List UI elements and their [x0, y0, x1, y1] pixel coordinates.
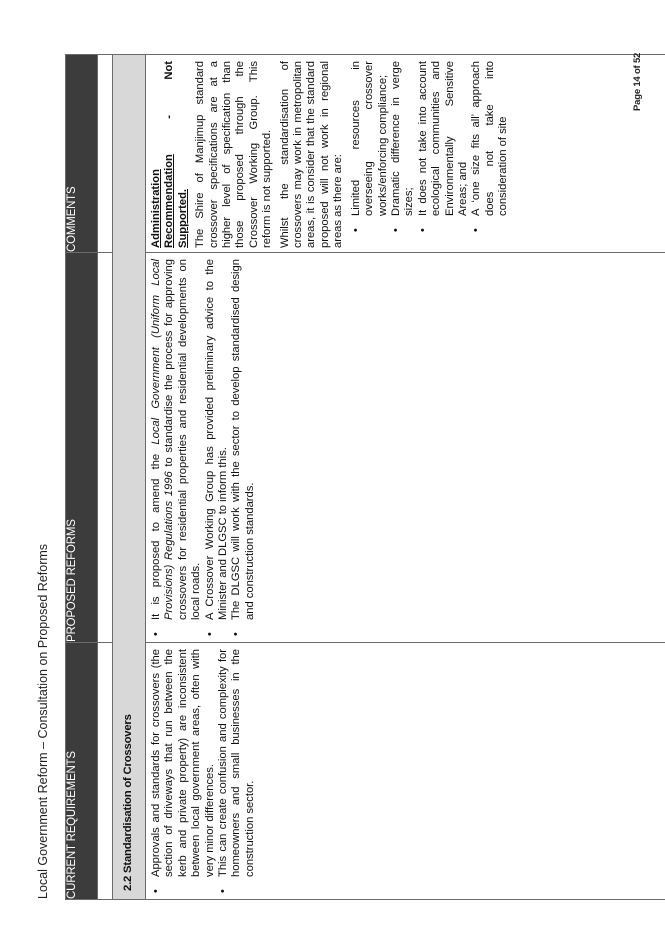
current-requirements-list: [150, 649, 257, 895]
comments-cell: [146, 52, 665, 253]
admin-recommendation-label-2: Recommendation: [163, 154, 176, 248]
table-row: [146, 55, 665, 900]
comment-paragraph: Whilst the standardisation of crossovers may work in metropolitan areas, it is consider that the standard proposed will not work in regional areas as there are:: [278, 61, 345, 248]
page-number: Page 14 of 52: [632, 52, 643, 111]
column-header-comments: COMMENTS: [66, 55, 98, 253]
reform-text: It is proposed to amend the: [150, 444, 162, 620]
list-item: • A ‘one size fits all’ approach does not take into consideration of site: [470, 61, 510, 216]
column-header-current-requirements: CURRENT REQUIREMENTS: [66, 643, 98, 900]
list-item: • Limited resources in overseeing crossover works/enforcing compliance;: [350, 61, 390, 216]
current-requirements-cell: [146, 643, 665, 900]
list-item: • This can create confusion and complexity for homeowners and small businesses in the construction sector.: [217, 649, 257, 877]
document-header-title: Local Government Reform – Consultation on Proposed Reforms: [36, 543, 50, 899]
section-row: [113, 55, 146, 900]
admin-recommendation-line: [163, 61, 176, 248]
admin-recommendation-dash: -: [163, 115, 176, 119]
admin-recommendation-status-2: Supported.: [176, 188, 189, 248]
admin-recommendation-label-1: Administration: [150, 169, 162, 248]
section-title: 2.2 Standardisation of Crossovers: [113, 55, 146, 900]
list-item: [150, 259, 204, 620]
list-item: • Dramatic difference in verge sizes;: [390, 61, 417, 216]
reform-text: to standardise the process for approving crossovers for residential properties and residential developments on local roads.: [163, 259, 203, 620]
comment-paragraph: The Shire of Manjimup standard crossover specifications are at a higher level of specification than those proposed through the Crossover Working Group. This reform is not supported.: [194, 61, 274, 248]
reforms-table: [65, 54, 665, 900]
column-header-proposed-reforms: PROPOSED REFORMS: [66, 253, 98, 643]
list-item: • The DLGSC will work with the sector to develop standardised design and construction standards.: [230, 259, 257, 620]
list-item: • It does not take into account ecological communities and Environmentally Sensitive Areas; and: [417, 61, 471, 216]
blank-cell: [98, 643, 113, 900]
blank-cell: [98, 55, 113, 253]
regulation-name: Local Government (Uniform Local Provisions) Regulations 1996: [150, 258, 176, 620]
table-header-row: [66, 55, 98, 900]
reasons-list: [350, 61, 511, 248]
blank-row: [98, 55, 113, 900]
proposed-reforms-list: [150, 259, 257, 638]
admin-recommendation-status-1: Not: [163, 61, 176, 80]
proposed-reforms-cell: [146, 253, 665, 643]
list-item: • A Crossover Working Group has provided preliminary advice to the Minister and DLGSC to inform this.: [204, 259, 231, 620]
list-item: • Approvals and standards for crossovers (the section of driveways that run between the kerb and private property) are inconsistent between local government areas, often with very minor differences.: [150, 649, 217, 877]
blank-cell: [98, 253, 113, 643]
